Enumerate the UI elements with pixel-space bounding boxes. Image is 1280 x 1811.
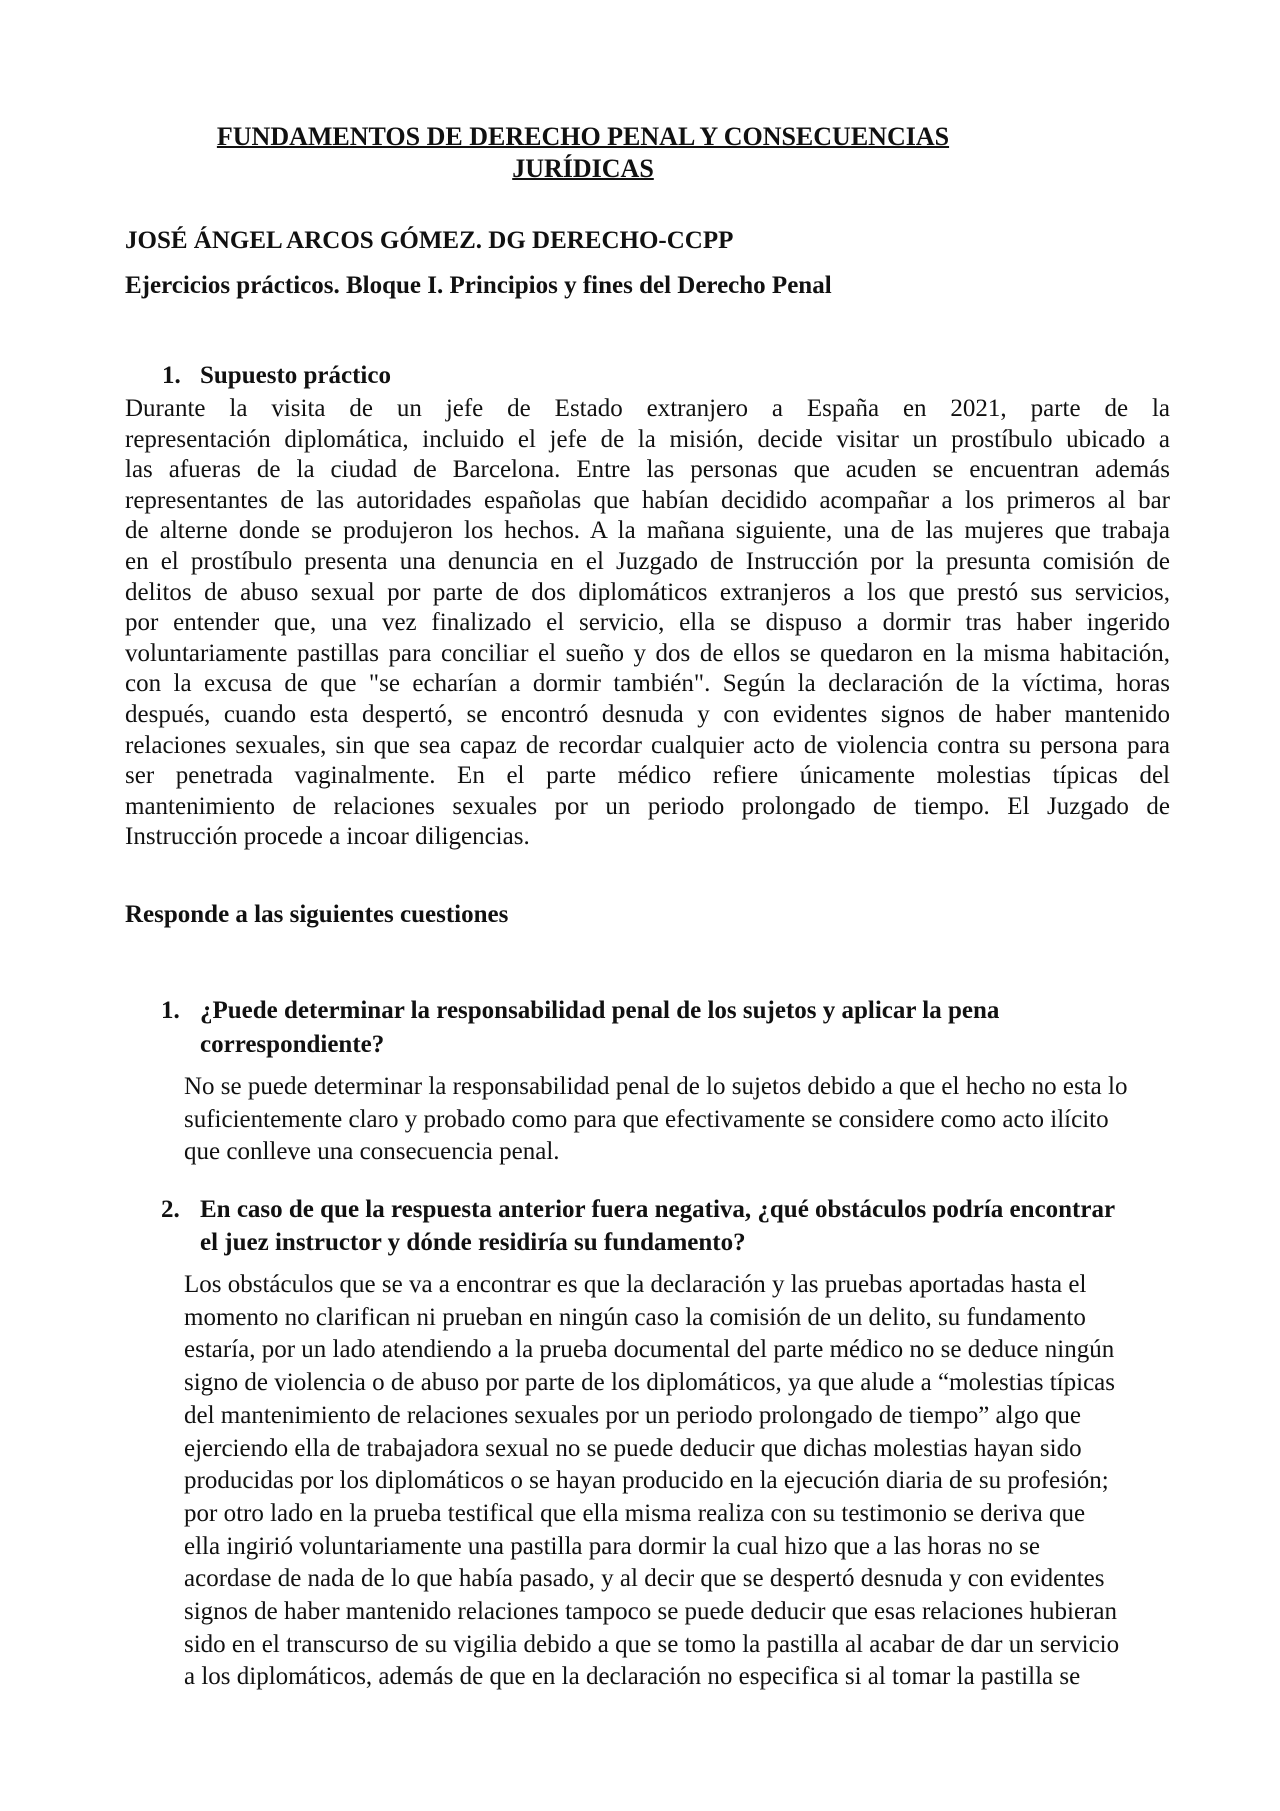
answer-text-line: acordase de nada de lo que había pasado, y al decir que se despertó desnuda y con evidentes [184, 1565, 1105, 1593]
answer-text-line: ejerciendo ella de trabajadora sexual no se puede deducir que dichas molestias hayan sido [184, 1434, 1082, 1462]
answer-text-line: sido en el transcurso de su vigilia debido a que se tomo la pastilla al acabar de dar un servicio [184, 1630, 1120, 1658]
answer-text-line: del mantenimiento de relaciones sexuales por un periodo prolongado de tiempo” algo que [184, 1401, 1081, 1429]
answer-text-line: producidas por los diplomáticos o se hayan producido en la ejecución diaria de su profesión; [184, 1467, 1109, 1495]
case-paragraph-line: relaciones sexuales, sin que sea capaz de recordar cualquier acto de violencia contra su persona para [125, 731, 1170, 759]
answer-text-line: ella ingirió voluntariamente una pastilla para dormir la cual hizo que a las horas no se [184, 1532, 1040, 1560]
case-paragraph-line: ser penetrada vaginalmente. En el parte médico refiere únicamente molestias típicas del [125, 762, 1170, 790]
case-paragraph-line: representantes de las autoridades españolas que habían decidido acompañar a los primeros al bar [125, 486, 1170, 514]
answer-text-line: por otro lado en la prueba testifical que ella misma realiza con su testimonio se deriva que [184, 1499, 1086, 1527]
case-heading: Supuesto práctico [200, 362, 391, 389]
case-paragraph-line: voluntariamente pastillas para conciliar el sueño y dos de ellos se quedaron en la misma habitación, [125, 639, 1170, 667]
answer-text-line: a los diplomáticos, además de que en la declaración no especifica si al tomar la pastilla se [184, 1663, 1081, 1691]
case-paragraph-line: Instrucción procede a incoar diligencias. [125, 823, 530, 851]
subtitle: Ejercicios prácticos. Bloque I. Principios y fines del Derecho Penal [125, 272, 832, 299]
question-number: 2. [161, 1196, 180, 1223]
case-paragraph-line: representación diplomática, incluido el jefe de la misión, decide visitar un prostíbulo ubicado a [125, 425, 1170, 453]
case-paragraph-line: Durante la visita de un jefe de Estado extranjero a España en 2021, parte de la [125, 395, 1170, 422]
answer-text-line: Los obstáculos que se va a encontrar es que la declaración y las pruebas aportadas hasta el [184, 1271, 1087, 1298]
case-paragraph-line: por entender que, una vez finalizado el servicio, ella se dispuso a dormir tras haber ingerido [125, 609, 1170, 637]
case-paragraph-line: con la excusa de que "se echarían a dormir también". Según la declaración de la víctima, horas [125, 670, 1170, 698]
author-line: JOSÉ ÁNGEL ARCOS GÓMEZ. DG DERECHO-CCPP [125, 227, 734, 254]
document-title-line-1 [125, 121, 1041, 153]
answer-text-line: que conlleve una consecuencia penal. [184, 1138, 560, 1165]
question-text-line: En caso de que la respuesta anterior fuera negativa, ¿qué obstáculos podría encontrar [200, 1196, 1116, 1223]
question-text-line: ¿Puede determinar la responsabilidad penal de los sujetos y aplicar la pena [200, 997, 1000, 1024]
question-text-line: correspondiente? [200, 1031, 385, 1058]
answer-text-line: signo de violencia o de abuso por parte de los diplomáticos, ya que alude a “molestias típicas [184, 1369, 1115, 1397]
case-paragraph-line: las afueras de la ciudad de Barcelona. Entre las personas que acuden se encuentran además [125, 456, 1170, 484]
case-paragraph-line: de alterne donde se produjeron los hechos. A la mañana siguiente, una de las mujeres que trabaja [125, 517, 1170, 545]
document-title-line-2 [125, 153, 1041, 185]
title-text: FUNDAMENTOS DE DERECHO PENAL Y CONSECUENCIAS [216, 122, 950, 151]
case-paragraph-line: delitos de abuso sexual por parte de dos diplomáticos extranjeros a los que prestó sus servicios, [125, 578, 1170, 606]
answer-text-line: momento no clarifican ni prueban en ningún caso la comisión de un delito, su fundamento [184, 1303, 1086, 1331]
questions-heading: Responde a las siguientes cuestiones [125, 901, 509, 928]
answer-text-line: No se puede determinar la responsabilidad penal de lo sujetos debido a que el hecho no esta lo [184, 1073, 1128, 1100]
answer-text-line: estaría, por un lado atendiendo a la prueba documental del parte médico no se deduce ningún [184, 1336, 1115, 1364]
case-paragraph-line: después, cuando esta despertó, se encontró desnuda y con evidentes signos de haber mantenido [125, 701, 1170, 728]
case-paragraph-line: en el prostíbulo presenta una denuncia en el Juzgado de Instrucción por la presunta comisión de [125, 548, 1170, 575]
answer-text-line: suficientemente claro y probado como para que efectivamente se considere como acto ilícito [184, 1105, 1109, 1133]
question-text-line: el juez instructor y dónde residiría su fundamento? [200, 1229, 746, 1256]
title-text: JURÍDICAS [512, 154, 654, 183]
question-number: 1. [161, 997, 180, 1024]
case-paragraph-line: mantenimiento de relaciones sexuales por un periodo prolongado de tiempo. El Juzgado de [125, 792, 1170, 820]
case-number: 1. [162, 362, 181, 389]
answer-text-line: signos de haber mantenido relaciones tampoco se puede deducir que esas relaciones hubieran [184, 1598, 1117, 1625]
